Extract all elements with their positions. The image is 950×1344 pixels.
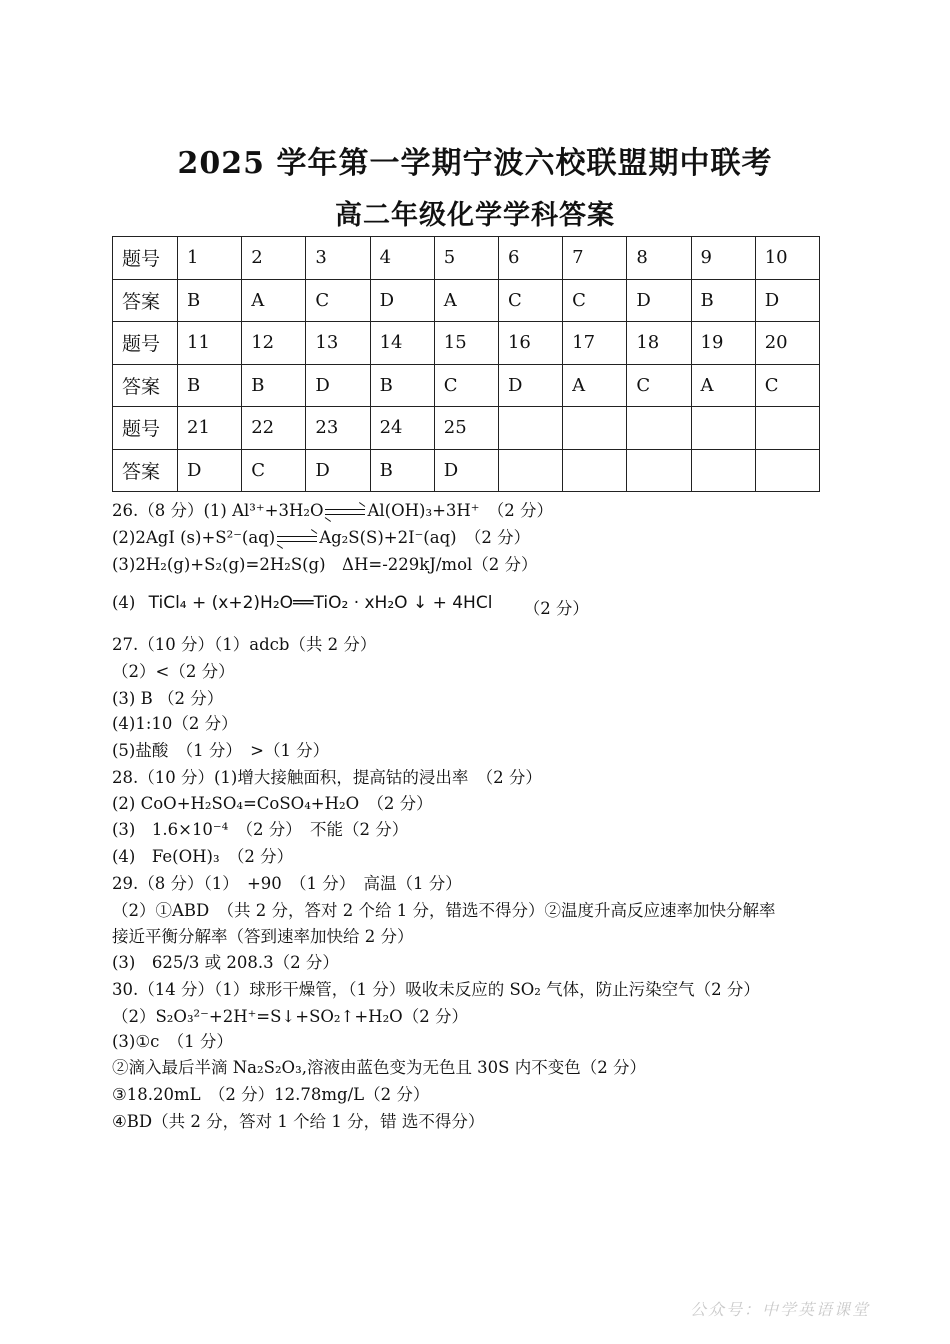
table-cell: D	[306, 364, 370, 407]
table-cell: 19	[691, 322, 755, 365]
q26-4-equation: TiCl₄ + (x+2)H₂O══TiO₂ · xH₂O ↓ + 4HCl	[148, 593, 493, 613]
table-cell	[691, 407, 755, 450]
table-cell: D	[178, 449, 242, 492]
table-cell	[498, 449, 562, 492]
q30-line: ②滴入最后半滴 Na₂S₂O₃,溶液由蓝色变为无色且 30S 内不变色（2 分）	[112, 1058, 646, 1077]
table-cell: 7	[563, 237, 627, 280]
table-row	[113, 322, 820, 365]
q30-line: 30.（14 分）（1）球形干燥管，（1 分）吸收未反应的 SO₂ 气体，防止污染空气（2 分）	[112, 980, 760, 999]
table-cell: B	[178, 364, 242, 407]
q26-2-right: Ag₂S(S)+2I⁻(aq) （2 分）	[319, 528, 531, 547]
row-label: 答案	[113, 449, 178, 492]
table-cell: 10	[755, 237, 819, 280]
q29-line: （2）①ABD （共 2 分，答对 2 个给 1 分，错选不得分）②温度升高反应速率加快分解率	[112, 901, 776, 920]
q28-line: (3) 1.6×10⁻⁴ （2 分） 不能（2 分）	[112, 820, 409, 839]
table-cell: 5	[434, 237, 498, 280]
q26-line-3: (3)2H₂(g)+S₂(g)=2H₂S(g) ΔH=-229kJ/mol（2 分）	[112, 555, 538, 574]
table-cell: C	[755, 364, 819, 407]
q26-line-2	[112, 524, 530, 548]
table-cell: B	[178, 279, 242, 322]
q26-line-4	[112, 589, 589, 618]
table-cell: 3	[306, 237, 370, 280]
table-cell: A	[434, 279, 498, 322]
row-label: 题号	[113, 237, 178, 280]
table-cell	[691, 449, 755, 492]
exam-title: 2025 学年第一学期宁波六校联盟期中联考	[177, 146, 773, 181]
q29-line: (3) 625/3 或 208.3（2 分）	[112, 953, 339, 972]
table-cell: 6	[498, 237, 562, 280]
exam-subtitle: 高二年级化学学科答案	[335, 200, 615, 231]
table-cell: 13	[306, 322, 370, 365]
table-cell: C	[563, 279, 627, 322]
table-cell: 1	[178, 237, 242, 280]
table-cell: 2	[242, 237, 306, 280]
table-cell: 16	[498, 322, 562, 365]
q28-line: (2) CoO+H₂SO₄=CoSO₄+H₂O （2 分）	[112, 794, 433, 813]
row-label: 答案	[113, 279, 178, 322]
answer-table	[112, 236, 820, 492]
q30-line: （2）S₂O₃²⁻+2H⁺=S↓+SO₂↑+H₂O（2 分）	[112, 1007, 468, 1026]
table-cell: 20	[755, 322, 819, 365]
table-cell: 22	[242, 407, 306, 450]
table-cell	[627, 449, 691, 492]
table-cell: 24	[370, 407, 434, 450]
watermark: 公众号：中学英语课堂	[690, 1300, 871, 1319]
q26-line-1	[112, 497, 553, 521]
table-cell: 15	[434, 322, 498, 365]
row-label: 题号	[113, 407, 178, 450]
table-cell: C	[498, 279, 562, 322]
table-cell: D	[434, 449, 498, 492]
table-cell: 23	[306, 407, 370, 450]
table-cell: C	[306, 279, 370, 322]
table-cell: C	[627, 364, 691, 407]
q27-line: (5)盐酸 （1 分） >（1 分）	[112, 741, 330, 760]
table-row	[113, 407, 820, 450]
table-cell: A	[691, 364, 755, 407]
table-cell: B	[691, 279, 755, 322]
table-cell: D	[627, 279, 691, 322]
table-cell: A	[563, 364, 627, 407]
row-label: 题号	[113, 322, 178, 365]
table-cell: 11	[178, 322, 242, 365]
q30-line: ④BD（共 2 分，答对 1 个给 1 分，错 选不得分）	[112, 1112, 485, 1131]
table-cell: B	[242, 364, 306, 407]
table-row	[113, 449, 820, 492]
table-cell: 9	[691, 237, 755, 280]
q26-equation-right: Al(OH)₃+3H⁺ （2 分）	[367, 501, 553, 520]
q30-line: ③18.20mL （2 分）12.78mg/L（2 分）	[112, 1085, 430, 1104]
table-cell: B	[370, 364, 434, 407]
table-cell: D	[370, 279, 434, 322]
table-cell	[498, 407, 562, 450]
table-cell: D	[498, 364, 562, 407]
table-cell: C	[434, 364, 498, 407]
table-cell: B	[370, 449, 434, 492]
equilibrium-arrow-icon	[323, 505, 367, 519]
q27-line: 27.（10 分）（1）adcb（共 2 分）	[112, 635, 377, 654]
table-cell: 4	[370, 237, 434, 280]
q27-line: （2）<（2 分）	[112, 662, 235, 681]
q26-4-number: (4)	[112, 593, 136, 612]
table-cell: C	[242, 449, 306, 492]
table-cell	[563, 449, 627, 492]
table-cell	[563, 407, 627, 450]
q29-line: 29.（8 分）（1） +90 （1 分） 高温（1 分）	[112, 874, 462, 893]
table-cell: 25	[434, 407, 498, 450]
q27-line: (3) B （2 分）	[112, 689, 224, 708]
table-cell: 12	[242, 322, 306, 365]
table-cell	[627, 407, 691, 450]
q26-2-left: (2)2AgI (s)+S²⁻(aq)	[112, 528, 276, 547]
table-row	[113, 364, 820, 407]
table-cell: 21	[178, 407, 242, 450]
q26-4-score: （2 分）	[523, 599, 589, 618]
equilibrium-arrow-icon	[275, 532, 319, 546]
table-cell	[755, 449, 819, 492]
table-cell: D	[755, 279, 819, 322]
table-cell: 18	[627, 322, 691, 365]
q27-line: (4)1:10（2 分）	[112, 714, 238, 733]
table-row	[113, 237, 820, 280]
table-row	[113, 279, 820, 322]
table-cell: D	[306, 449, 370, 492]
table-cell: 17	[563, 322, 627, 365]
q28-line: (4) Fe(OH)₃ （2 分）	[112, 847, 294, 866]
row-label: 答案	[113, 364, 178, 407]
q30-line: (3)①c （1 分）	[112, 1032, 233, 1051]
q29-line: 接近平衡分解率（答到速率加快给 2 分）	[112, 927, 414, 946]
table-cell: 8	[627, 237, 691, 280]
q28-line: 28.（10 分）(1)增大接触面积，提高钴的浸出率 （2 分）	[112, 768, 542, 787]
table-cell: 14	[370, 322, 434, 365]
q26-equation-left: 26.（8 分）(1) Al³⁺+3H₂O	[112, 501, 324, 520]
table-cell	[755, 407, 819, 450]
table-cell: A	[242, 279, 306, 322]
